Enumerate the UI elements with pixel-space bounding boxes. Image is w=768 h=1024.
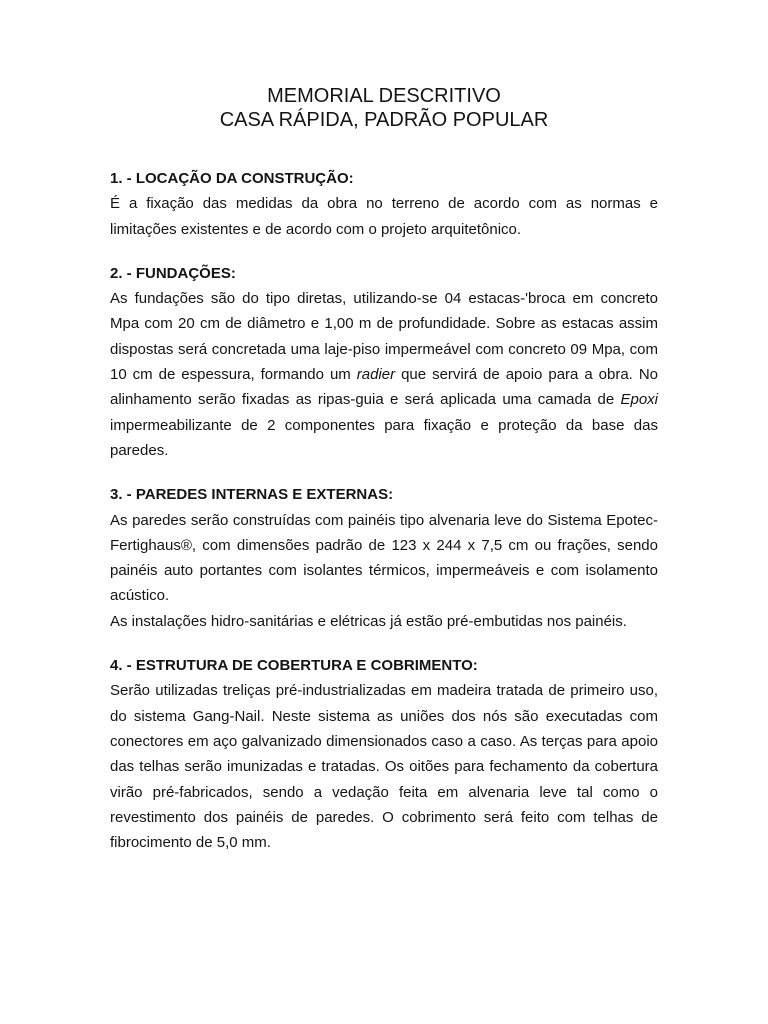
section-heading: 3. - PAREDES INTERNAS E EXTERNAS: (110, 486, 394, 504)
paragraph-text: que servirá de apoio para a obra. No alinhamento serão fixadas as ripas-guia e será aplicada uma camada de (110, 366, 658, 409)
document-title (0, 84, 768, 132)
title-line-2: CASA RÁPIDA, PADRÃO POPULAR (219, 109, 549, 131)
section-heading: 1. - LOCAÇÃO DA CONSTRUÇÃO: (110, 170, 354, 187)
section-heading: 4. - ESTRUTURA DE COBERTURA E COBRIMENTO: (110, 657, 478, 675)
paragraph-text: impermeabilizante de 2 componentes para fixação e proteção da base das paredes. (110, 416, 658, 459)
section-paragraph: As instalações hidro-sanitárias e elétricas já estão pré-embutidas nos painéis. (110, 612, 627, 630)
document-body (110, 166, 658, 874)
italic-term-epoxi: Epoxi (620, 391, 658, 409)
section-paragraph (110, 286, 658, 463)
italic-term-radier: radier (356, 366, 396, 384)
section-cobertura (110, 653, 658, 855)
section-fundacoes (110, 261, 658, 463)
section-locacao (110, 166, 658, 242)
section-heading: 2. - FUNDAÇÕES: (110, 264, 236, 282)
paragraph-text: As fundações são do tipo diretas, utilizando-se 04 estacas-'broca em concreto Mpa com 20 cm de diâmetro e 1,00 m de profundidade. Sobre as estacas assim dispostas será concretada uma laje-piso impermeável com concreto 09 Mpa, com 10 cm de espessura, formando um (110, 290, 658, 384)
section-paragraph: É a fixação das medidas da obra no terreno de acordo com as normas e limitações existentes e de acordo com o projeto arquitetônico. (110, 195, 658, 238)
section-paragraph: As paredes serão construídas com painéis tipo alvenaria leve do Sistema Epotec- Fertighaus®, com dimensões padrão de 123 x 244 x 7,5 cm ou frações, sendo painéis auto portantes com isolantes térmicos, impermeáveis e com isolamento acústico. (110, 511, 658, 605)
section-paragraph: Serão utilizadas treliças pré-industrializadas em madeira tratada de primeiro uso, do sistema Gang-Nail. Neste sistema as uniões dos nós são executadas com conectores em aço galvanizado dimensionados caso a caso. As terças para apoio das telhas serão imunizadas e tratadas. Os oitões para fechamento da cobertura virão pré-fabricados, sendo a vedação feita em alvenaria leve tal como o revestimento dos painéis de paredes. O cobrimento será feito com telhas de fibrocimento de 5,0 mm. (110, 682, 658, 852)
title-line-1: MEMORIAL DESCRITIVO (267, 85, 501, 107)
section-paredes (110, 482, 658, 634)
